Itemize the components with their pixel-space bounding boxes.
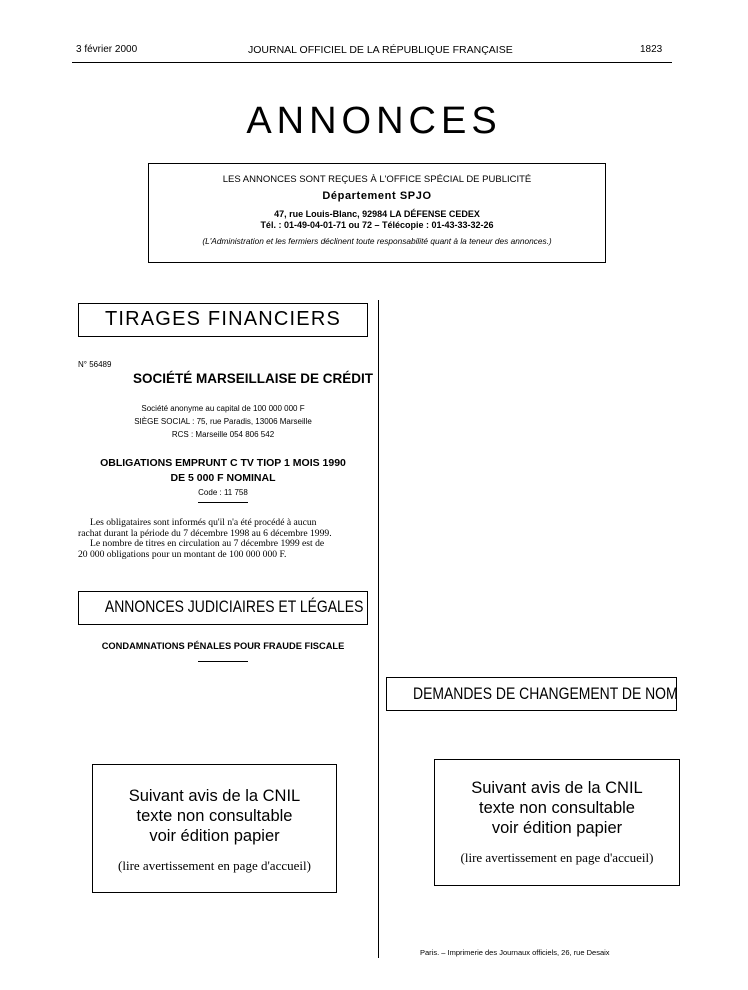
section-header-changement: [386, 677, 677, 711]
office-phone: Tél. : 01-49-04-01-71 ou 72 – Télécopie : 01-43-33-32-26: [260, 220, 494, 231]
cnil-line: texte non consultable: [479, 799, 635, 817]
office-disclaimer: (L'Administration et les fermiers déclinent toute responsabilité quant à la teneur des annonces.): [202, 236, 552, 247]
office-line: LES ANNONCES SONT REÇUES À L'OFFICE SPÉCIAL DE PUBLICITÉ: [222, 174, 532, 185]
cnil-line: Suivant avis de la CNIL: [128, 787, 301, 805]
page-title: ANNONCES: [246, 100, 502, 142]
cnil-line: Suivant avis de la CNIL: [471, 779, 643, 797]
header-rule: [72, 62, 672, 63]
section-title-changement: DEMANDES DE CHANGEMENT DE NOM: [413, 684, 678, 703]
notice-number: N° 56489: [78, 360, 112, 369]
cnil-notice-right: [434, 759, 680, 886]
column-divider: [378, 300, 379, 958]
cnil-line: voir édition papier: [491, 819, 623, 837]
section-title-judiciaires: ANNONCES JUDICIAIRES ET LÉGALES: [104, 597, 364, 616]
separator-rule: [198, 661, 248, 662]
cnil-note: (lire avertissement en page d'accueil): [118, 858, 311, 873]
obligations-title-line1: OBLIGATIONS EMPRUNT C TV TIOP 1 MOIS 1990: [100, 457, 346, 469]
section-header-judiciaires: [78, 591, 368, 625]
header-journal-title: JOURNAL OFFICIEL DE LA RÉPUBLIQUE FRANÇAISE: [248, 44, 513, 56]
company-siege: SIÈGE SOCIAL : 75, rue Paradis, 13006 Marseille: [134, 417, 312, 426]
cnil-note: (lire avertissement en page d'accueil): [460, 850, 654, 865]
cnil-notice-left: [92, 764, 337, 893]
company-rcs: RCS : Marseille 054 806 542: [171, 430, 275, 439]
header-page-number: 1823: [640, 44, 663, 55]
obligations-code: Code : 11 758: [198, 488, 248, 497]
body-line: 20 000 obligations pour un montant de 100 000 000 F.: [78, 548, 287, 560]
separator-rule: [198, 502, 248, 503]
cnil-line: voir édition papier: [149, 827, 280, 845]
judiciaires-subheading: CONDAMNATIONS PÉNALES POUR FRAUDE FISCALE: [101, 641, 345, 651]
header-date: 3 février 2000: [76, 44, 138, 55]
company-name: SOCIÉTÉ MARSEILLAISE DE CRÉDIT: [132, 371, 374, 386]
body-line: rachat durant la période du 7 décembre 1998 au 6 décembre 1999.: [78, 527, 332, 539]
cnil-line: texte non consultable: [136, 807, 293, 825]
body-line: Les obligataires sont informés qu'il n'a été procédé à aucun: [90, 517, 317, 528]
obligations-title-line2: DE 5 000 F NOMINAL: [170, 472, 276, 484]
section-title-tirages: TIRAGES FINANCIERS: [104, 308, 342, 330]
section-header-tirages: [78, 303, 368, 337]
office-department: Département SPJO: [322, 190, 432, 203]
office-info-box: [148, 163, 606, 263]
company-capital: Société anonyme au capital de 100 000 000 F: [141, 404, 305, 413]
footer-imprint: Paris. – Imprimerie des Journaux officiels, 26, rue Desaix: [420, 948, 610, 957]
office-address: 47, rue Louis-Blanc, 92984 LA DÉFENSE CEDEX: [274, 208, 480, 219]
tirages-body: [78, 518, 373, 560]
body-line: Le nombre de titres en circulation au 7 décembre 1999 est de: [90, 538, 325, 549]
